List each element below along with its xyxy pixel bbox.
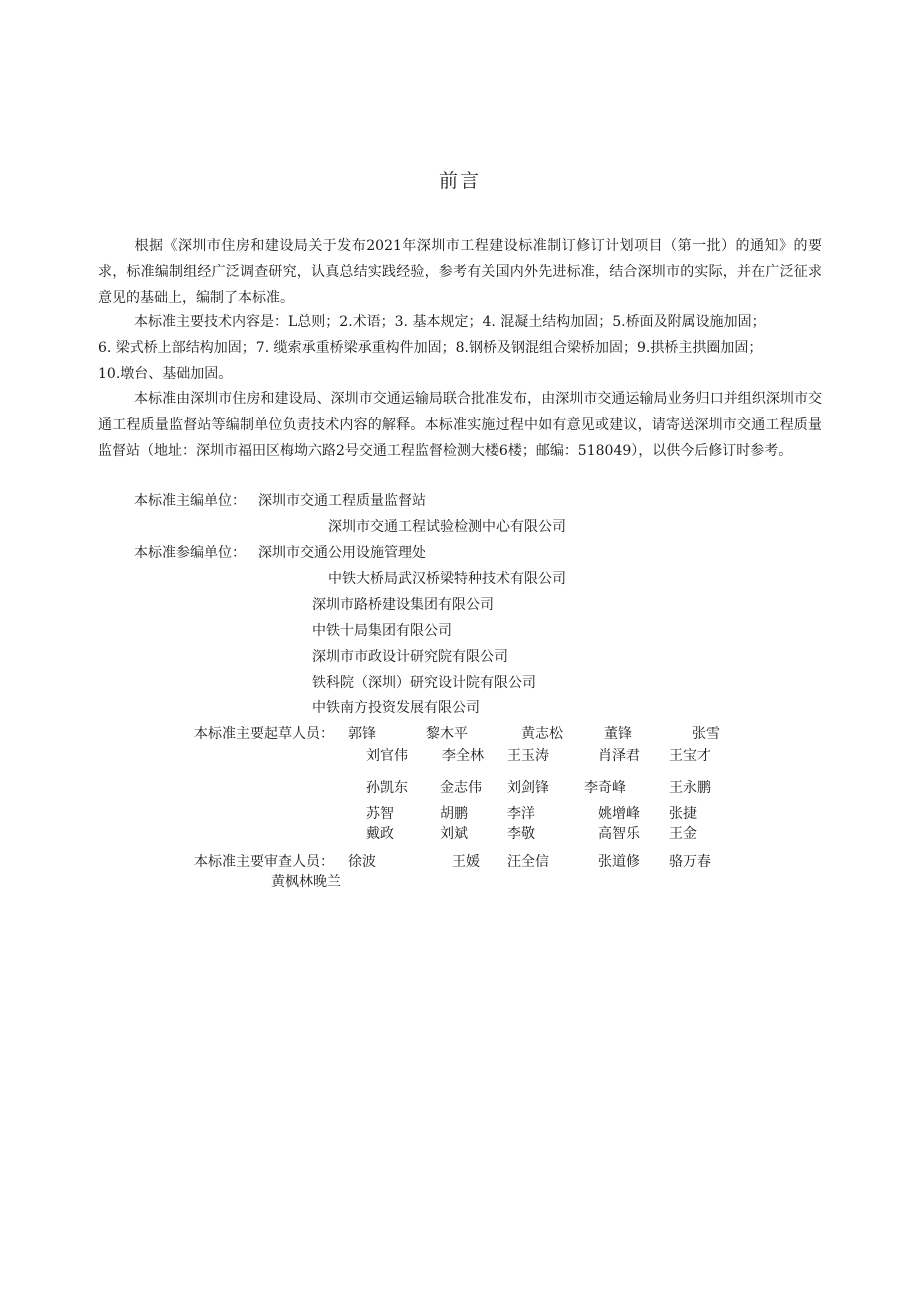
participating-unit: 深圳市市政设计研究院有限公司	[312, 649, 508, 665]
drafter-name: 金志伟	[440, 780, 482, 796]
paragraph-basis: 根据《深圳市住房和建设局关于发布2021年深圳市工程建设标准制订修订计划项目（第一批）的通知》的要求，标准编制组经广泛调查研究，认真总结实践经验，参考有关国内外先进标准，结合深圳市的实际，并在广泛征求意见的基础上，编制了本标准。	[98, 238, 822, 306]
participating-unit: 中铁大桥局武汉桥梁特种技术有限公司	[328, 571, 566, 587]
reviewer-name: 骆万春	[669, 854, 711, 870]
drafter-name: 黎木平	[426, 726, 468, 742]
chief-unit: 深圳市交通工程质量监督站	[258, 493, 426, 509]
drafter-name: 刘官伟	[366, 748, 408, 764]
drafter-name: 李敬	[507, 826, 535, 842]
drafter-name: 刘斌	[440, 826, 468, 842]
content-line-2: 6. 梁式桥上部结构加固；7. 缆索承重桥梁承重构件加固；8.钢桥及钢混组合梁桥加固；9.拱桥主拱圈加固；	[98, 340, 763, 356]
drafter-name: 苏智	[366, 806, 394, 822]
participating-unit: 铁科院（深圳）研究设计院有限公司	[312, 675, 536, 691]
drafter-name: 李洋	[507, 806, 535, 822]
chief-unit: 深圳市交通工程试验检测中心有限公司	[328, 519, 566, 535]
reviewer-name: 张道修	[598, 854, 640, 870]
content-line-1: 本标准主要技术内容是：L总则；2.术语；3. 基本规定；4. 混凝土结构加固；5.桥面及附属设施加固；	[134, 314, 766, 330]
chief-units-label: 本标准主编单位：	[134, 493, 246, 509]
reviewer-name: 徐波	[348, 854, 376, 870]
drafters-label: 本标准主要起草人员：	[194, 726, 334, 742]
participating-unit: 中铁十局集团有限公司	[312, 623, 452, 639]
reviewer-name: 王媛	[452, 854, 480, 870]
drafter-name: 胡鹏	[440, 806, 468, 822]
reviewer-name: 汪全信	[507, 854, 549, 870]
content-line-3: 10.墩台、基础加固。	[98, 366, 233, 382]
drafter-name: 姚增峰	[598, 806, 640, 822]
reviewers-label: 本标准主要审查人员：	[194, 854, 334, 870]
page-title: 前言	[438, 170, 481, 192]
drafter-name: 孙凯东	[366, 780, 408, 796]
participating-unit: 深圳市路桥建设集团有限公司	[312, 597, 494, 613]
drafter-name: 王玉涛	[507, 748, 549, 764]
drafter-name: 王宝才	[669, 748, 711, 764]
participating-unit: 深圳市交通公用设施管理处	[258, 545, 426, 561]
drafter-name: 王永鹏	[669, 780, 711, 796]
drafter-name: 张捷	[669, 806, 697, 822]
reviewer-extra: 黄枫林晚兰	[271, 874, 341, 890]
drafter-name: 李奇峰	[584, 780, 626, 796]
drafter-name: 黄志松	[521, 726, 563, 742]
participating-unit: 中铁南方投资发展有限公司	[312, 700, 480, 716]
drafter-name: 戴政	[366, 826, 394, 842]
drafter-name: 郭锋	[348, 726, 376, 742]
drafter-name: 董锋	[604, 726, 632, 742]
drafter-name: 张雪	[692, 726, 720, 742]
drafter-name: 李全林	[442, 748, 484, 764]
drafter-name: 王金	[669, 826, 697, 842]
participating-units-label: 本标准参编单位：	[134, 545, 246, 561]
paragraph-approval: 本标准由深圳市住房和建设局、深圳市交通运输局联合批准发布，由深圳市交通运输局业务归口并组织深圳市交通工程质量监督站等编制单位负责技术内容的解释。本标准实施过程中如有意见或建议，请寄送深圳市交通工程质量监督站（地址：深圳市福田区梅坳六路2号交通工程监督检测大楼6楼；邮编：518049），以供今后修订时参考。	[98, 391, 822, 459]
drafter-name: 肖泽君	[598, 748, 640, 764]
drafter-name: 刘剑锋	[507, 780, 549, 796]
drafter-name: 高智乐	[598, 826, 640, 842]
